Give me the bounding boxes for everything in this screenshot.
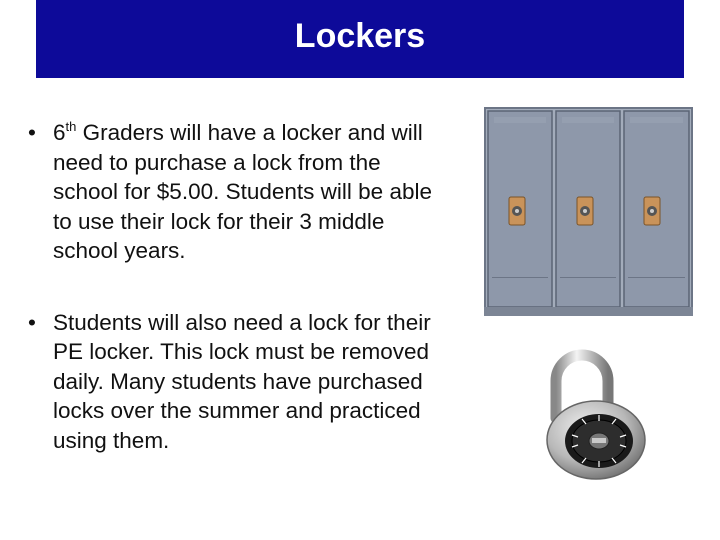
bullet-dot-icon: •	[28, 309, 36, 335]
bullet-item-pe-lock	[28, 308, 448, 456]
combination-lock-image	[534, 343, 652, 483]
bullet-text-locker: Graders will have a locker and will need to purchase a lock from the school for $5.00. Students will be able to use their lock for their 3 middle school years.	[53, 120, 432, 263]
title-bar	[36, 0, 684, 78]
bullet-item-locker	[28, 118, 448, 266]
lockers-image	[484, 107, 693, 316]
bullet-grade-suffix: th	[65, 118, 77, 134]
slide-title: Lockers	[294, 16, 426, 55]
bullet-list	[28, 118, 448, 455]
bullet-dot-icon: •	[28, 120, 36, 145]
bullet-text-pe-lock: Students will also need a lock for their PE locker. This lock must be removed daily. Many students have purchased locks over the summer and practiced using them.	[53, 309, 431, 453]
bullet-grade-number: 6	[53, 120, 66, 145]
